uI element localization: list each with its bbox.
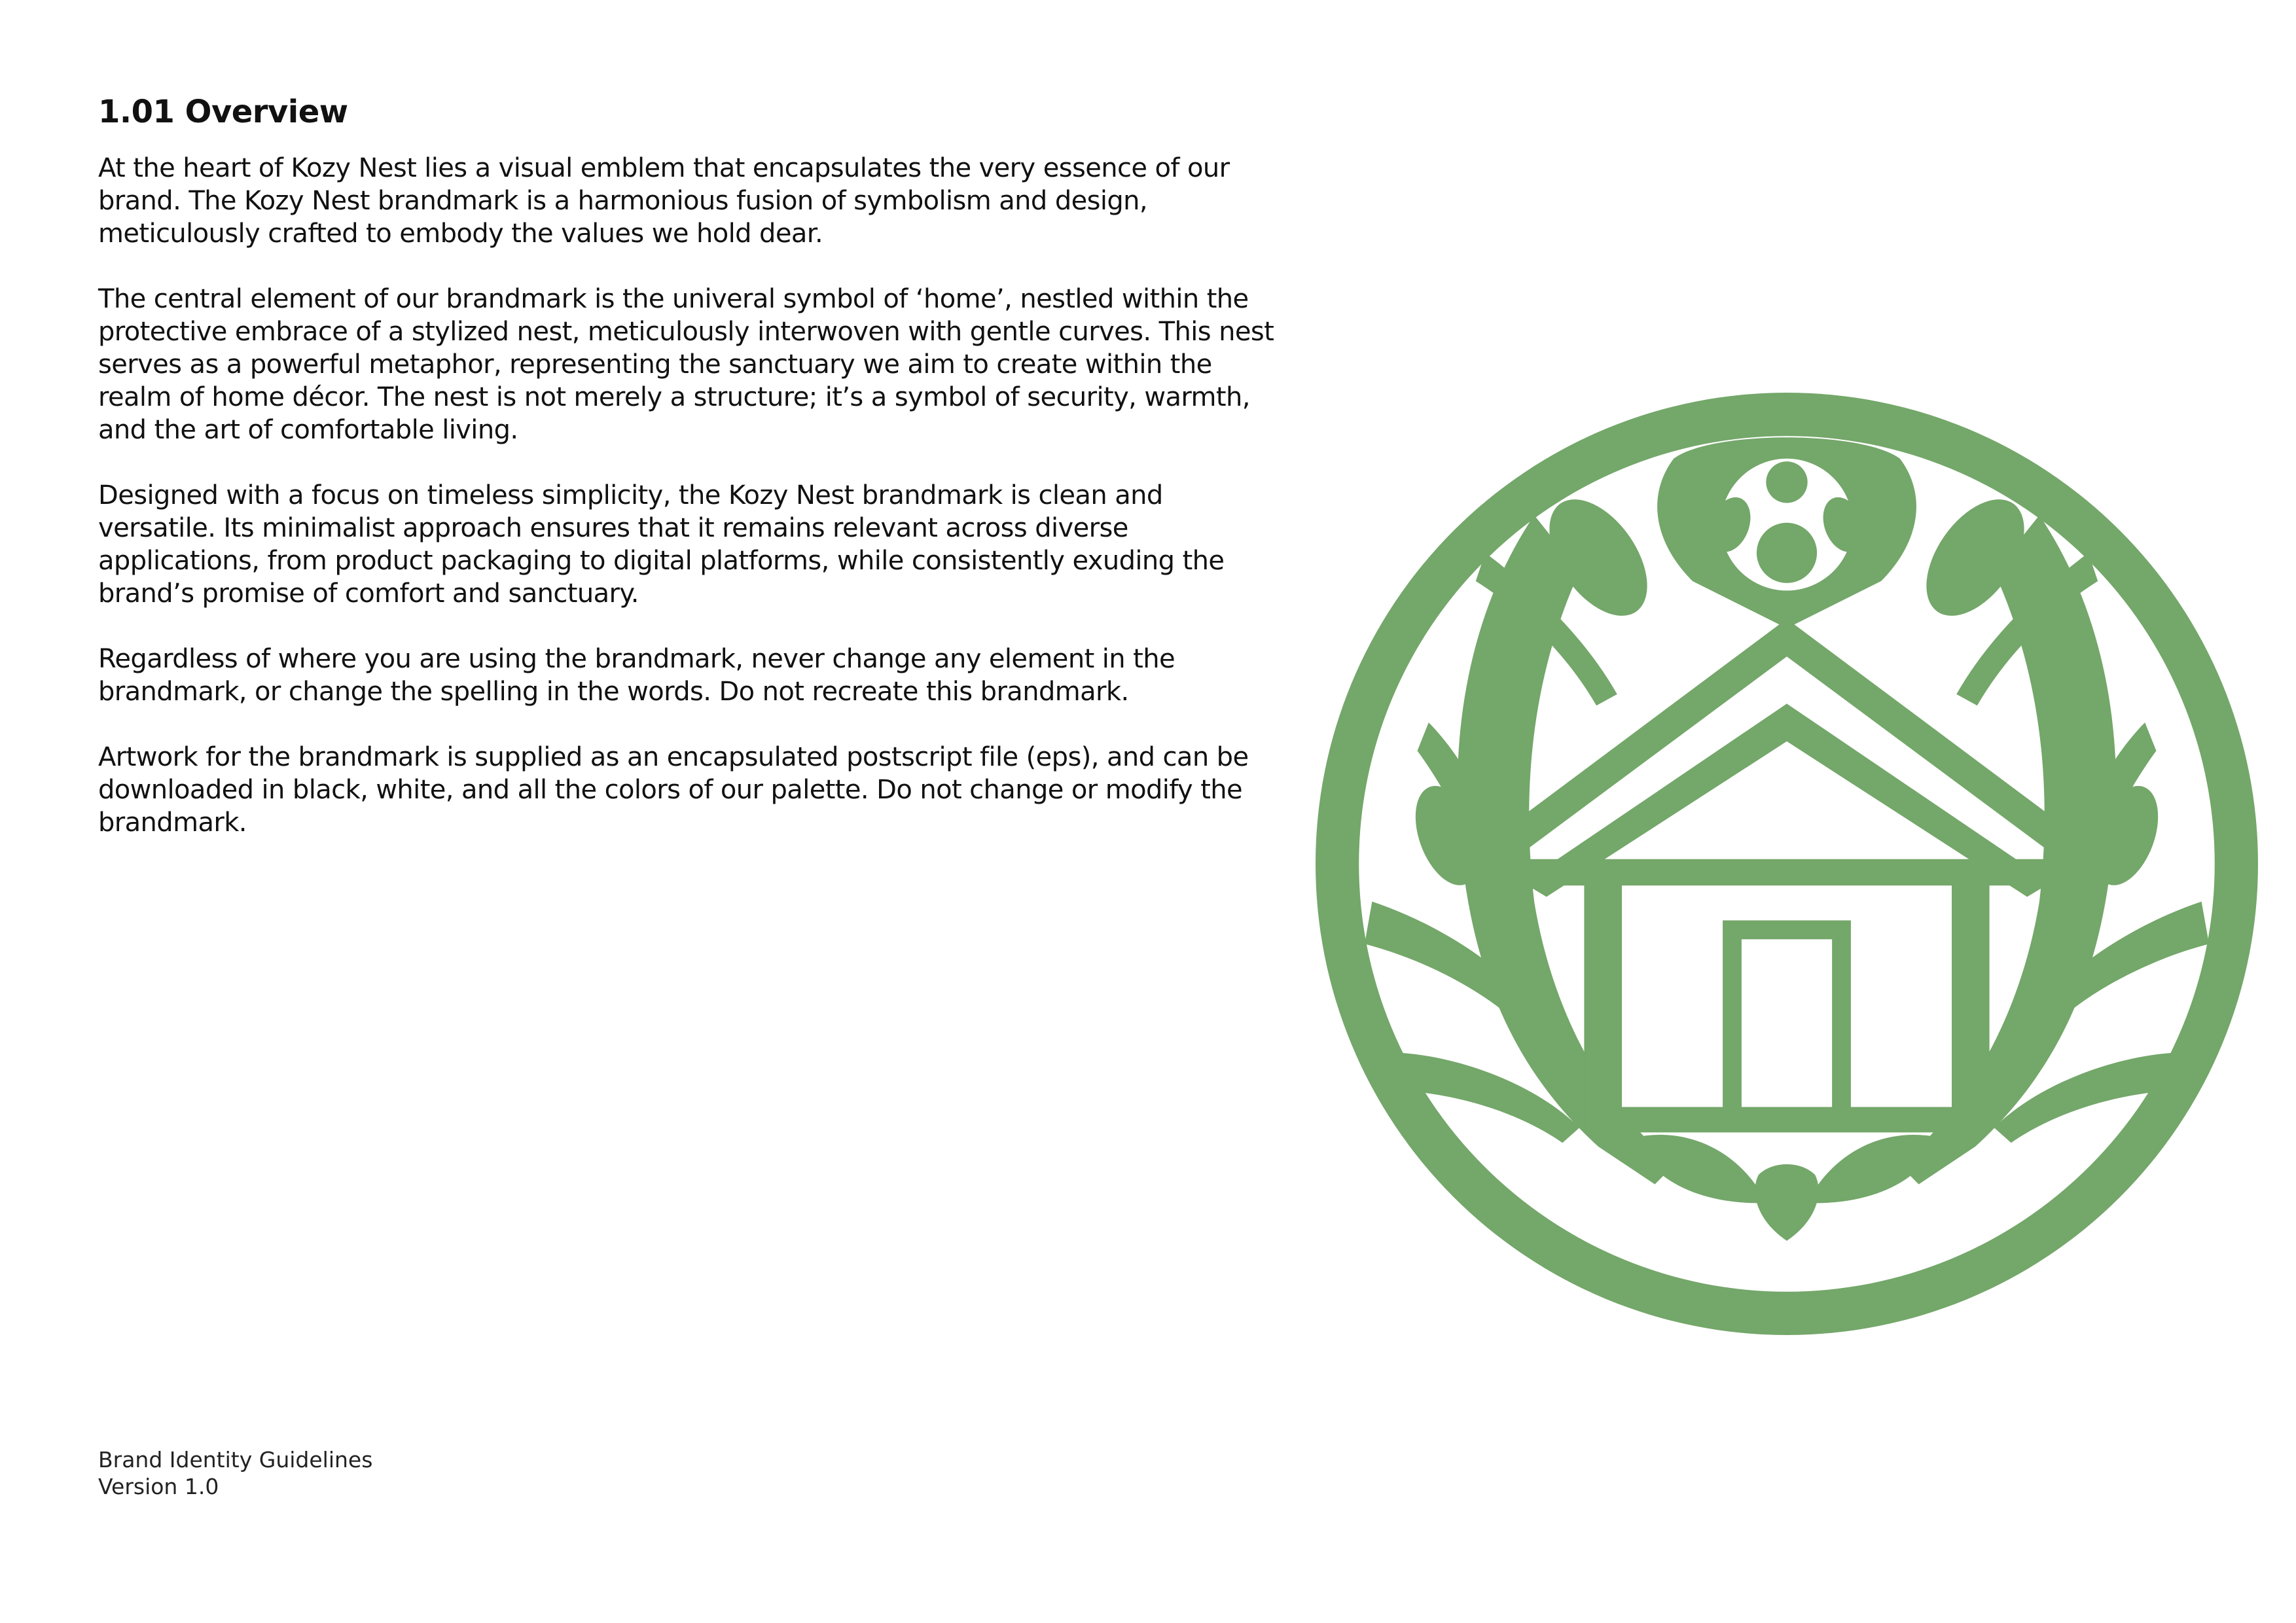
page-title: 1.01 Overview bbox=[98, 94, 348, 130]
paragraph-central-element: The central element of our brandmark is the univeral symbol of ‘home’, nestled within the protective embrace of a stylized nest, meticulously interwoven with gentle curves. This nest serves as a powerful metaphor, representing the sanctuary we aim to create within the realm of home décor. The nest is not merely a structure; it’s a symbol of security, warmth, and the art of comfortable living. bbox=[98, 284, 1274, 445]
paragraph-simplicity: Designed with a focus on timeless simplicity, the Kozy Nest brandmark is clean and versatile. Its minimalist approach ensures that it remains relevant across diverse applications, from product packaging to digital platforms, while consistently exuding the brand’s promise of comfort and sanctuary. bbox=[98, 480, 1225, 609]
content-column bbox=[98, 92, 1276, 872]
footer-version: Version 1.0 bbox=[98, 1474, 219, 1499]
kozy-nest-brandmark-icon bbox=[1316, 393, 2258, 1335]
footer bbox=[98, 1446, 372, 1500]
paragraph-artwork: Artwork for the brandmark is supplied as an encapsulated postscript file (eps), and can be downloaded in black, white, and all the colors of our palette. Do not change or modify the brandmark. bbox=[98, 742, 1249, 838]
paragraph-usage-rule: Regardless of where you are using the brandmark, never change any element in the brandmark, or change the spelling in the words. Do not recreate this brandmark. bbox=[98, 644, 1175, 707]
paragraph-intro: At the heart of Kozy Nest lies a visual emblem that encapsulates the very essence of our brand. The Kozy Nest brandmark is a harmonious fusion of symbolism and design, meticulously crafted to embody the values we hold dear. bbox=[98, 153, 1230, 249]
footer-doc-title: Brand Identity Guidelines bbox=[98, 1447, 373, 1472]
